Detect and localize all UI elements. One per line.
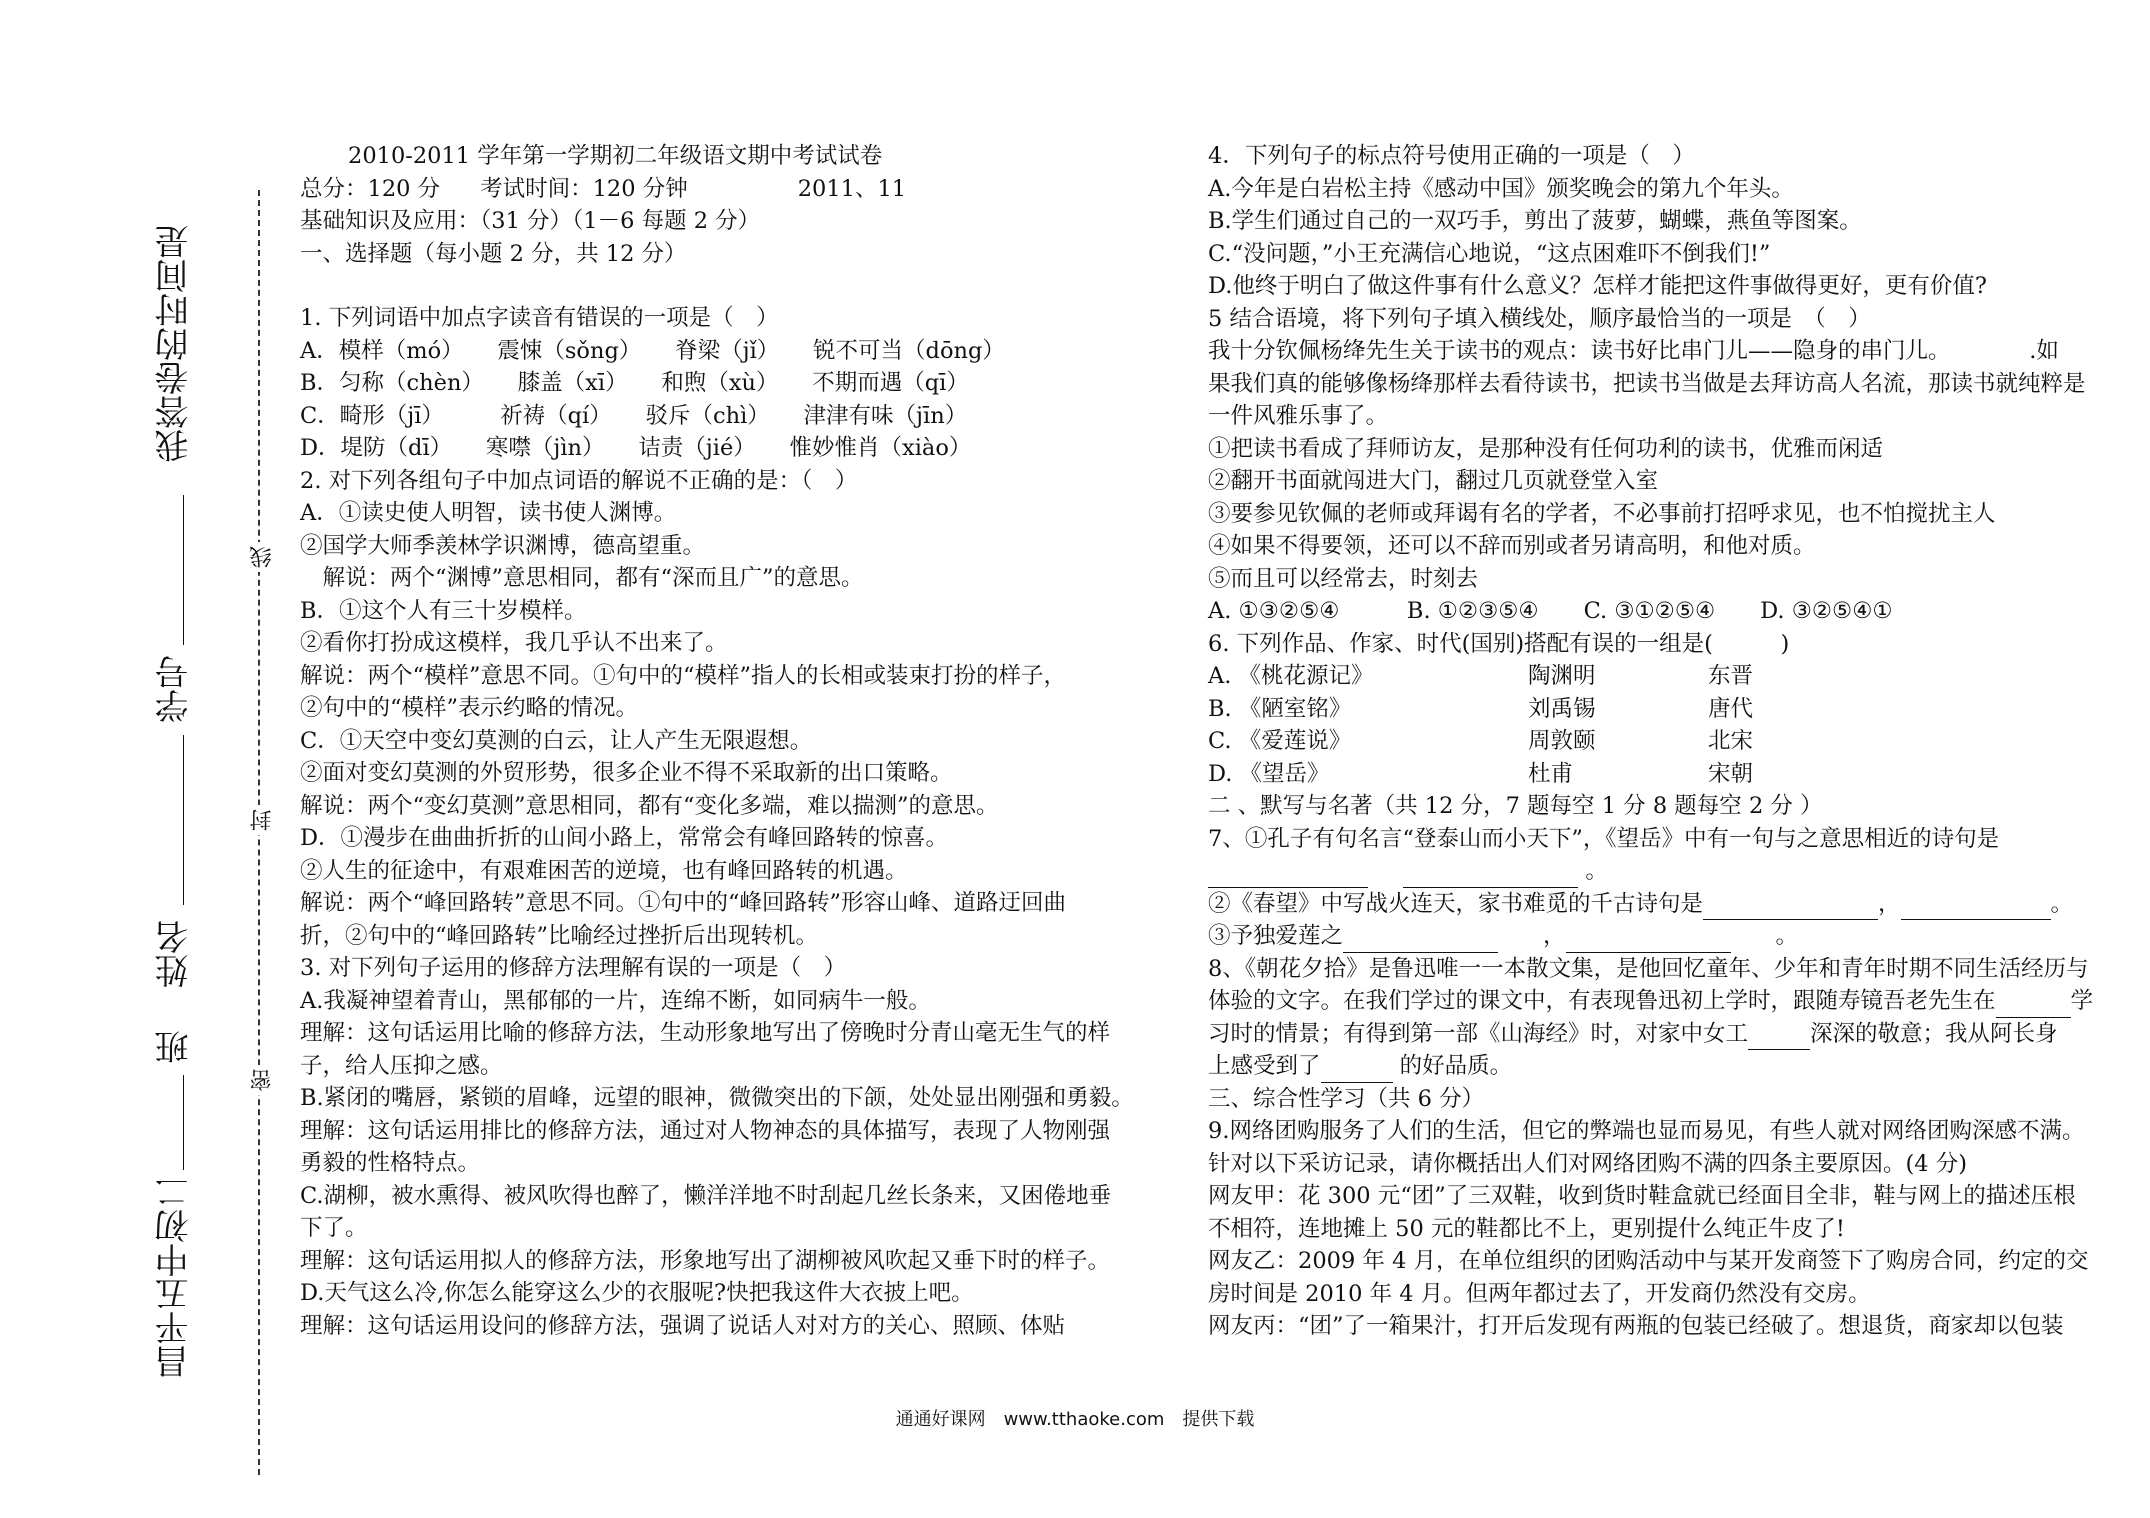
q7-line-2: ②《春望》中写战火连天，家书难觅的千古诗句是 ， 。 (1208, 888, 2068, 921)
exam-title: 2010-2011 学年第一学期初二年级语文期中考试试卷 (348, 143, 883, 169)
total-score: 总分：120 分 (300, 175, 441, 202)
right-question-line: 4．下列句子的标点符号使用正确的一项是（ ） (1208, 143, 1695, 169)
right-question-line: 一件风雅乐事了。 (1208, 403, 1389, 429)
q8-line-4-end: 的好品质。 (1392, 1053, 1513, 1079)
work-author: 杜甫 (1528, 760, 1574, 787)
right-question-line: 6. 下列作品、作家、时代(国别)搭配有误的一组是( ) (1208, 630, 1790, 657)
right-question-line: D.他终于明白了做这件事有什么意义？怎样才能把这件事做得更好，更有价值? (1208, 273, 1987, 299)
left-question-line: B．①这个人有三十岁模样。 (300, 597, 587, 624)
q8-line-1: 8、《朝花夕拾》是鲁迅唯一一本散文集，是他回忆童年、少年和青年时期不同生活经历与 (1208, 955, 2089, 982)
q7-blank-4[interactable] (1901, 897, 2051, 920)
q8-line-3-text: 习时的情景；有得到第一部《山海经》时，对家中女工 (1208, 1020, 1749, 1047)
exam-info (300, 173, 1100, 206)
work-title: A. 《桃花源记》 (1208, 663, 1374, 689)
comprehensive-line: 不相符，连地摊上 50 元的鞋都比不上，更别提什么纯正牛皮了! (1208, 1215, 1845, 1242)
works-row (1208, 758, 2068, 791)
left-question-line: A．①读史使人明智，读书使人渊博。 (300, 500, 677, 526)
left-question-lines (300, 302, 1134, 1342)
work-era: 北宋 (1708, 728, 1754, 754)
work-era: 东晋 (1708, 663, 1754, 689)
left-question-line: 理解：这句话运用设问的修辞方法，强调了说话人对对方的关心、照顾、体贴 (300, 1312, 1066, 1339)
q8-line-4-text: 上感受到了 (1208, 1053, 1321, 1079)
right-question-line: ②翻开书面就闯进大门，翻过几页就登堂入室 (1208, 468, 1659, 494)
q8-line-2-text: 体验的文字。在我们学过的课文中，有表现鲁迅初上学时，跟随寿镜吾老先生在 (1208, 988, 1996, 1014)
q8-blank-1[interactable] (1996, 995, 2071, 1018)
right-question-line: B.学生们通过自己的一双巧手，剪出了菠萝，蝴蝶，燕鱼等图案。 (1208, 208, 1862, 234)
comprehensive-line: 9.网络团购服务了人们的生活，但它的弊端也显而易见，有些人就对网络团购深感不满。 (1208, 1118, 2085, 1144)
name-label: 姓名 (155, 920, 195, 988)
q7-line-3-end: 。 (1775, 923, 1799, 949)
right-question-line: 果我们真的能够像杨绛那样去看待读书，把读书当做是去拜访高人名流，那读书就纯粹是 (1208, 370, 2086, 397)
works-row (1208, 725, 2068, 758)
spacer (300, 270, 1100, 302)
left-question-line: C.湖柳，被水熏得、被风吹得也醉了，懒洋洋地不时刮起几丝长条来，又困倦地垂 (300, 1182, 1112, 1209)
seal-mark-secret: 密 (247, 1065, 278, 1095)
left-question-line: 解说：两个“渊博”意思相同，都有“深而且广”的意思。 (300, 565, 864, 591)
q8-line-4 (1208, 1050, 2068, 1083)
left-question-line: 1. 下列词语中加点字读音有错误的一项是（ ） (300, 305, 779, 331)
comprehensive-line: 网友甲：花 300 元“团”了三双鞋，收到货时鞋盒就已经面目全非，鞋与网上的描述压根 (1208, 1183, 2076, 1209)
comprehensive-line: 网友乙：2009 年 4 月，在单位组织的团购活动中与某开发商签下了购房合同，约定的交 (1208, 1248, 2089, 1274)
left-question-line: 2. 对下列各组句子中加点词语的解说不正确的是：（ ） (300, 467, 858, 494)
left-question-line: ②国学大师季羡林学识渊博，德高望重。 (300, 532, 706, 559)
left-question-line: A．模样（mó） 震悚（sǒng） 脊梁（jǐ） 锐不可当（dōng） (300, 337, 1005, 364)
q8-blank-2[interactable] (1748, 1027, 1810, 1050)
section-2-heading: 二 、默写与名著（共 12 分，7 题每空 1 分 8 题每空 2 分 ） (1208, 793, 1823, 819)
left-question-line: 3. 对下列句子运用的修辞方法理解有误的一项是（ ） (300, 955, 847, 981)
works-row (1208, 693, 2068, 726)
work-era: 宋朝 (1708, 760, 1754, 787)
q8-line-2-end: 学 (2070, 988, 2094, 1014)
works-row (1208, 660, 2068, 693)
left-question-line: B．匀称（chèn） 膝盖（xī） 和煦（xù） 不期而遇（qī） (300, 370, 969, 396)
work-title: B. 《陋室铭》 (1208, 695, 1352, 722)
right-question-line: ④如果不得要领，还可以不辞而别或者另请高明，和他对质。 (1208, 533, 1816, 559)
right-question-line: C.“没问题，”小王充满信心地说，“这点困难吓不倒我们!” (1208, 240, 1771, 267)
work-author: 刘禹锡 (1528, 695, 1596, 722)
left-question-line: C．①天空中变幻莫测的白云，让人产生无限遐想。 (300, 727, 813, 754)
comprehensive-line: 三、综合性学习（共 6 分） (1208, 1085, 1485, 1112)
work-era: 唐代 (1708, 695, 1754, 722)
left-question-line: 解说：两个“峰回路转”意思不同。①句中的“峰回路转”形容山峰、道路迂回曲 (300, 890, 1067, 916)
right-column (1208, 140, 2094, 1343)
class-blank[interactable] (183, 1075, 184, 1170)
left-question-line: 勇毅的性格特点。 (300, 1150, 481, 1176)
left-question-line: 折，②句中的“峰回路转”比喻经过挫折后出现转机。 (300, 922, 819, 949)
exam-date: 2011、11 (797, 175, 907, 202)
basic-section: 基础知识及应用：（31 分）（1－6 每题 2 分） (300, 208, 761, 234)
q8-line-3-end: 深深的敬意；我从阿长身 (1810, 1020, 2058, 1047)
right-question-line: 5 结合语境，将下列句子填入横线处，顺序最恰当的一项是 （ ） (1208, 305, 1871, 332)
q7-blank-2[interactable] (1403, 865, 1578, 888)
right-question-line: 我十分钦佩杨绛先生关于读书的观点：读书好比串门儿——隐身的串门儿。 .如 (1208, 338, 2059, 364)
answer-time-label: 我答卷的时间是 (155, 225, 195, 463)
left-question-line: 理解：这句话运用排比的修辞方法，通过对人物神态的具体描写，表现了人物刚强 (300, 1117, 1111, 1144)
footer-credit: 通通好课网 www.tthaoke.com 提供下载 (895, 1409, 1255, 1430)
seal-mark-line: 线 (247, 542, 278, 572)
q7-line-2-end: 。 (2050, 890, 2074, 917)
left-question-line: C．畸形（jī） 祈祷（qí） 驳斥（chì） 津津有味（jīn） (300, 402, 968, 429)
left-question-line: ②看你打扮成这模样，我几乎认不出来了。 (300, 630, 728, 656)
left-question-line: ②面对变幻莫测的外贸形势，很多企业不得不采取新的出口策略。 (300, 760, 953, 786)
left-question-line: D.天气这么冷,你怎么能穿这么少的衣服呢?快把我这件大衣披上吧。 (300, 1280, 974, 1306)
section-1-heading: 一、选择题（每小题 2 分，共 12 分） (300, 240, 687, 267)
q7-blank-3[interactable] (1703, 897, 1878, 920)
right-question-line: ③要参见钦佩的老师或拜谒有名的学者，不必事前打招呼求见，也不怕搅扰主人 (1208, 500, 1996, 527)
q7-line-1-end: 。 (1585, 858, 1608, 884)
left-question-line: D．堤防（dī） 寒噤（jìn） 诘责（jié） 惟妙惟肖（xiào） (300, 435, 972, 461)
left-question-line: 解说：两个“变幻莫测”意思相同，都有“变化多端，难以揣测”的意思。 (300, 792, 999, 819)
q7-line-3: ③予独爱莲之 ， 。 (1208, 920, 2068, 953)
left-question-line: 理解：这句话运用拟人的修辞方法，形象地写出了湖柳被风吹起又垂下时的样子。 (300, 1247, 1111, 1274)
class-label: 班 (155, 1030, 195, 1064)
comprehensive-line: 房时间是 2010 年 4 月。但两年都过去了，开发商仍然没有交房。 (1208, 1280, 1871, 1307)
q7-blank-6[interactable] (1566, 930, 1731, 953)
left-question-line: D．①漫步在曲曲折折的山间小路上，常常会有峰回路转的惊喜。 (300, 825, 949, 851)
right-question-lines-b (1208, 1083, 2089, 1343)
left-question-line: B.紧闭的嘴唇，紧锁的眉峰，远望的眼神，微微突出的下颌，处处显出刚强和勇毅。 (300, 1085, 1134, 1111)
student-id-label: 学号 (155, 655, 195, 723)
left-question-line: A.我凝神望着青山，黑郁郁的一片，连绵不断，如同病牛一般。 (300, 987, 931, 1014)
comprehensive-line: 网友丙：“团”了一箱果汁，打开后发现有两瓶的包装已经破了。想退货，商家却以包装 (1208, 1313, 2064, 1339)
q8-line-2 (1208, 985, 2094, 1018)
comprehensive-line: 针对以下采访记录，请你概括出人们对网络团购不满的四条主要原因。(4 分) (1208, 1150, 1968, 1177)
q7-blank-1[interactable] (1208, 865, 1368, 888)
binding-strip (0, 0, 300, 1518)
work-title: D. 《望岳》 (1208, 760, 1330, 787)
right-question-line: ①把读书看成了拜师访友，是那种没有任何功利的读书，优雅而闲适 (1208, 435, 1884, 462)
name-blank[interactable] (183, 735, 184, 905)
school-label: 昌平五中初二 (155, 1175, 195, 1379)
right-question-line: ⑤而且可以经常去，时刻去 (1208, 565, 1479, 592)
works-table (1208, 660, 2068, 790)
work-author: 陶渊明 (1528, 663, 1596, 689)
left-question-line: 理解：这句话运用比喻的修辞方法，生动形象地写出了傍晚时分青山毫无生气的样 (300, 1020, 1111, 1046)
left-question-line: 下了。 (300, 1215, 368, 1241)
q8-line-3 (1208, 1018, 2068, 1051)
work-author: 周敦颐 (1528, 728, 1596, 754)
left-question-line: ②人生的征途中，有艰难困苦的逆境，也有峰回路转的机遇。 (300, 857, 908, 884)
left-question-line: 子，给人压抑之感。 (300, 1052, 503, 1079)
q7-line-2-text: ②《春望》中写战火连天，家书难觅的千古诗句是 (1208, 890, 1704, 917)
work-title: C. 《爱莲说》 (1208, 728, 1352, 754)
exam-time: 考试时间：120 分钟 (480, 175, 688, 202)
q7-line-3-text: ③予独爱莲之 (1208, 923, 1344, 949)
seal-mark-seal: 封 (247, 805, 278, 835)
q7-blank-5[interactable] (1343, 930, 1498, 953)
q7-line-1-blanks (1208, 855, 2068, 888)
right-question-lines-a (1208, 140, 2086, 660)
student-id-blank[interactable] (183, 495, 184, 645)
q8-blank-3[interactable] (1321, 1060, 1393, 1083)
right-question-line: A. ①③②⑤④ B. ①②③⑤④ C. ③①②⑤④ D. ③②⑤④① (1208, 598, 1893, 624)
left-column (300, 140, 1134, 1342)
q7-line-1: 7、①孔子有句名言“登泰山而小天下”，《望岳》中有一句与之意思相近的诗句是 (1208, 825, 2000, 852)
left-question-line: ②句中的“模样”表示约略的情况。 (300, 695, 639, 721)
right-question-line: A.今年是白岩松主持《感动中国》颁奖晚会的第九个年头。 (1208, 175, 1794, 202)
left-question-line: 解说：两个“模样”意思不同。①句中的“模样”指人的长相或装束打扮的样子， (300, 662, 1067, 689)
